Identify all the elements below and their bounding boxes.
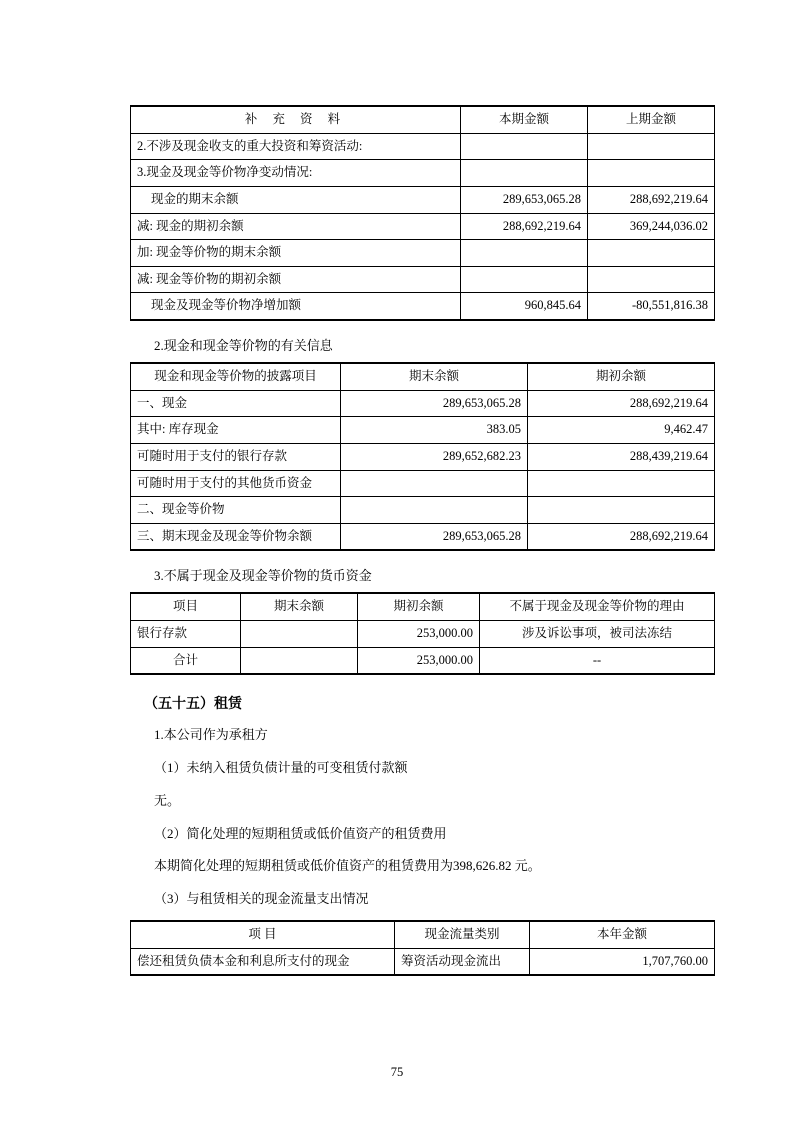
- table-row: [131, 293, 715, 320]
- row-end: 383.05: [341, 417, 528, 444]
- section-title-lease: （五十五）租赁: [144, 697, 242, 713]
- col-header-item: 现金和现金等价物的披露项目: [131, 363, 341, 390]
- row-prior: [588, 240, 715, 267]
- col-header-amount: 本年金额: [530, 921, 715, 948]
- row-label: 现金及现金等价物净增加额: [131, 293, 461, 320]
- row-label: 可随时用于支付的其他货币资金: [131, 470, 341, 497]
- row-current: 960,845.64: [461, 293, 588, 320]
- row-end: 289,653,065.28: [341, 390, 528, 417]
- col-header-category: 现金流量类别: [395, 921, 530, 948]
- row-current: [461, 240, 588, 267]
- row-begin: [528, 470, 715, 497]
- row-current: [461, 160, 588, 187]
- row-end: [341, 497, 528, 524]
- row-begin: 253,000.00: [358, 647, 480, 674]
- lease-paragraph-3: 无。: [154, 792, 181, 808]
- table-row: [131, 523, 715, 550]
- cash-equivalents-table-block: [130, 362, 714, 551]
- table-row: [131, 390, 715, 417]
- table-row: [131, 470, 715, 497]
- restricted-cash-label: 3.不属于现金及现金等价物的货币资金: [154, 568, 372, 584]
- row-label: 一、现金: [131, 390, 341, 417]
- row-begin: 253,000.00: [358, 621, 480, 648]
- row-end: 289,653,065.28: [341, 523, 528, 550]
- table-row: [131, 443, 715, 470]
- row-end: [241, 621, 358, 648]
- table-row: [131, 186, 715, 213]
- row-prior: [588, 133, 715, 160]
- table-row: [131, 647, 715, 674]
- table-row: [131, 213, 715, 240]
- table-header-row: [131, 921, 715, 948]
- table-row: [131, 948, 715, 975]
- page-number: 75: [390, 1065, 404, 1079]
- col-header-item: 补 充 资 料: [131, 106, 461, 133]
- table-header-row: [131, 363, 715, 390]
- row-item: 偿还租赁负债本金和利息所支付的现金: [131, 948, 395, 975]
- table-row: [131, 621, 715, 648]
- lease-paragraph-6: （3）与租赁相关的现金流量支出情况: [154, 891, 369, 907]
- col-header-begin: 期初余额: [358, 593, 480, 620]
- lease-cashflow-table: [130, 920, 715, 976]
- row-item: 合计: [131, 647, 241, 674]
- table-row: [131, 417, 715, 444]
- row-label: 加: 现金等价物的期末余额: [131, 240, 461, 267]
- row-current: 288,692,219.64: [461, 213, 588, 240]
- lease-paragraph-5: 本期简化处理的短期租赁或低价值资产的租赁费用为398,626.82 元。: [154, 858, 541, 874]
- page-content: [130, 95, 714, 976]
- table-header-row: [131, 593, 715, 620]
- table-row: [131, 240, 715, 267]
- supplementary-info-table-block: [130, 105, 714, 321]
- row-reason: 涉及诉讼事项，被司法冻结: [480, 621, 715, 648]
- col-header-item: 项 目: [131, 921, 395, 948]
- lease-cashflow-table-block: [130, 920, 714, 976]
- row-begin: 9,462.47: [528, 417, 715, 444]
- row-label: 2.不涉及现金收支的重大投资和筹资活动:: [131, 133, 461, 160]
- table-row: [131, 160, 715, 187]
- col-header-prior: 上期金额: [588, 106, 715, 133]
- row-label: 现金的期末余额: [131, 186, 461, 213]
- col-header-current: 本期金额: [461, 106, 588, 133]
- row-prior: 369,244,036.02: [588, 213, 715, 240]
- row-begin: 288,692,219.64: [528, 390, 715, 417]
- cash-equivalents-table: [130, 362, 715, 551]
- table-row: [131, 497, 715, 524]
- row-label: 减: 现金等价物的期初余额: [131, 266, 461, 293]
- lease-paragraph-1: 1.本公司作为承租方: [154, 727, 268, 743]
- row-category: 筹资活动现金流出: [395, 948, 530, 975]
- row-label: 其中: 库存现金: [131, 417, 341, 444]
- row-label: 可随时用于支付的银行存款: [131, 443, 341, 470]
- col-header-end: 期末余额: [341, 363, 528, 390]
- row-prior: [588, 266, 715, 293]
- row-current: [461, 133, 588, 160]
- table-header-row: [131, 106, 715, 133]
- restricted-cash-table: [130, 592, 715, 675]
- row-end: 289,652,682.23: [341, 443, 528, 470]
- row-reason: --: [480, 647, 715, 674]
- row-end: [241, 647, 358, 674]
- lease-paragraph-2: （1）未纳入租赁负债计量的可变租赁付款额: [154, 760, 408, 776]
- row-label: 3.现金及现金等价物净变动情况:: [131, 160, 461, 187]
- table-row: [131, 266, 715, 293]
- row-item: 银行存款: [131, 621, 241, 648]
- row-amount: 1,707,760.00: [530, 948, 715, 975]
- row-begin: [528, 497, 715, 524]
- row-begin: 288,692,219.64: [528, 523, 715, 550]
- row-current: [461, 266, 588, 293]
- row-label: 减: 现金的期初余额: [131, 213, 461, 240]
- col-header-begin: 期初余额: [528, 363, 715, 390]
- table-row: [131, 133, 715, 160]
- row-prior: 288,692,219.64: [588, 186, 715, 213]
- cash-equivalents-label: 2.现金和现金等价物的有关信息: [154, 338, 333, 353]
- restricted-cash-table-block: [130, 592, 714, 675]
- row-current: 289,653,065.28: [461, 186, 588, 213]
- row-prior: [588, 160, 715, 187]
- col-header-end: 期末余额: [241, 593, 358, 620]
- row-begin: 288,439,219.64: [528, 443, 715, 470]
- row-prior: -80,551,816.38: [588, 293, 715, 320]
- col-header-reason: 不属于现金及现金等价物的理由: [480, 593, 715, 620]
- row-label: 三、期末现金及现金等价物余额: [131, 523, 341, 550]
- supplementary-info-table: [130, 105, 715, 321]
- row-label: 二、现金等价物: [131, 497, 341, 524]
- lease-paragraph-4: （2）简化处理的短期租赁或低价值资产的租赁费用: [154, 825, 447, 841]
- row-end: [341, 470, 528, 497]
- col-header-item: 项目: [131, 593, 241, 620]
